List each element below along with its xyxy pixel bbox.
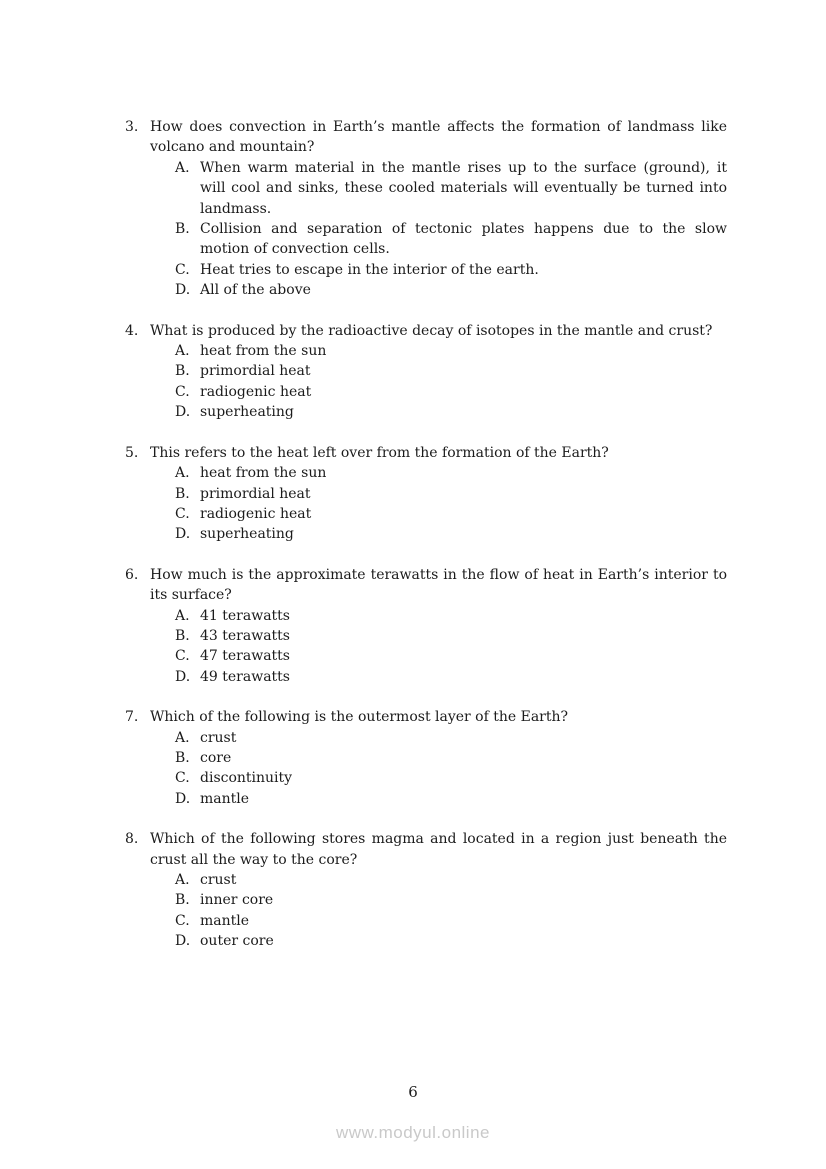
question-text: What is produced by the radioactive decay of isotopes in the mantle and crust? <box>150 322 713 339</box>
question-number: 8. <box>125 831 139 848</box>
question-row <box>125 565 727 606</box>
options-list <box>175 870 727 952</box>
option-row <box>175 789 727 809</box>
question-row <box>125 707 727 727</box>
option-row <box>175 484 727 504</box>
question-text: This refers to the heat left over from the formation of the Earth? <box>150 444 609 461</box>
option-letter: B. <box>175 627 190 644</box>
options-list <box>175 341 727 423</box>
option-text: Heat tries to escape in the interior of the earth. <box>200 261 539 278</box>
question-row <box>125 321 727 341</box>
option-row <box>175 463 727 483</box>
option-row <box>175 646 727 666</box>
option-letter: A. <box>175 159 190 176</box>
option-letter: B. <box>175 892 190 909</box>
option-text: crust <box>200 729 237 746</box>
option-row <box>175 748 727 768</box>
question-text: Which of the following stores magma and located in a region just beneath the crust all the way to the core? <box>150 831 727 868</box>
option-text: When warm material in the mantle rises up to the surface (ground), it will cool and sinks, these cooled materials will eventually be turned into landmass. <box>200 159 727 217</box>
option-row <box>175 768 727 788</box>
option-text: heat from the sun <box>200 343 327 360</box>
question-block-4 <box>125 321 727 423</box>
option-letter: D. <box>175 933 191 950</box>
option-text: mantle <box>200 912 250 929</box>
option-letter: B. <box>175 363 190 380</box>
option-letter: C. <box>175 912 190 929</box>
question-block-3 <box>125 117 727 301</box>
options-list <box>175 158 727 301</box>
option-row <box>175 606 727 626</box>
option-text: crust <box>200 872 237 888</box>
option-text: All of the above <box>200 282 311 299</box>
question-block-5 <box>125 443 727 545</box>
question-text: Which of the following is the outermost layer of the Earth? <box>150 709 569 726</box>
option-row <box>175 626 727 646</box>
option-letter: D. <box>175 526 191 543</box>
option-row <box>175 382 727 402</box>
option-text: outer core <box>200 933 274 950</box>
option-letter: A. <box>175 729 190 746</box>
option-row <box>175 890 727 910</box>
option-text: mantle <box>200 790 250 807</box>
option-letter: D. <box>175 668 191 685</box>
option-row <box>175 667 727 687</box>
options-list <box>175 463 727 545</box>
options-list <box>175 606 727 688</box>
question-list <box>125 117 727 972</box>
option-text: superheating <box>200 526 294 543</box>
options-list <box>175 728 727 810</box>
option-row <box>175 219 727 260</box>
watermark: www.modyul.online <box>335 1123 490 1142</box>
option-letter: C. <box>175 261 190 278</box>
option-text: 47 terawatts <box>200 648 290 665</box>
option-text: Collision and separation of tectonic plates happens due to the slow motion of convection cells. <box>200 221 727 258</box>
question-number: 5. <box>125 444 139 461</box>
option-letter: D. <box>175 404 191 421</box>
option-letter: D. <box>175 282 191 299</box>
option-row <box>175 341 727 361</box>
option-row <box>175 870 727 890</box>
option-text: heat from the sun <box>200 465 327 482</box>
option-text: primordial heat <box>200 485 311 502</box>
option-text: superheating <box>200 404 294 421</box>
option-row <box>175 911 727 931</box>
option-letter: A. <box>175 343 190 360</box>
option-row <box>175 524 727 544</box>
option-letter: B. <box>175 485 190 502</box>
option-letter: C. <box>175 770 190 787</box>
option-text: discontinuity <box>200 770 293 787</box>
option-letter: A. <box>175 465 190 482</box>
question-number: 4. <box>125 322 139 339</box>
option-letter: B. <box>175 221 190 238</box>
question-text: How much is the approximate terawatts in the flow of heat in Earth’s interior to its surface? <box>150 566 727 604</box>
option-row <box>175 931 727 951</box>
question-number: 7. <box>125 709 139 726</box>
option-row <box>175 402 727 422</box>
option-text: 41 terawatts <box>200 607 290 624</box>
option-row <box>175 260 727 280</box>
option-text: radiogenic heat <box>200 505 312 522</box>
option-text: core <box>200 749 232 766</box>
option-text: 43 terawatts <box>200 627 290 644</box>
option-letter: B. <box>175 749 190 766</box>
page-number: 6 <box>408 1083 418 1101</box>
option-letter: A. <box>175 607 190 624</box>
question-row <box>125 117 727 158</box>
option-row <box>175 158 727 219</box>
option-letter: A. <box>175 872 190 888</box>
option-row <box>175 504 727 524</box>
option-row <box>175 361 727 381</box>
option-letter: C. <box>175 383 190 400</box>
option-letter: C. <box>175 648 190 665</box>
option-text: radiogenic heat <box>200 383 312 400</box>
option-letter: D. <box>175 790 191 807</box>
question-block-7 <box>125 707 727 809</box>
question-row <box>125 829 727 870</box>
option-row <box>175 280 727 300</box>
question-block-6 <box>125 565 727 687</box>
question-block-8 <box>125 829 727 951</box>
option-letter: C. <box>175 505 190 522</box>
question-number: 6. <box>125 566 139 583</box>
option-row <box>175 728 727 748</box>
option-text: 49 terawatts <box>200 668 290 685</box>
question-number: 3. <box>125 119 139 135</box>
option-text: primordial heat <box>200 363 311 380</box>
question-text: How does convection in Earth’s mantle affects the formation of landmass like volcano and mountain? <box>150 119 727 156</box>
option-text: inner core <box>200 892 274 909</box>
question-row <box>125 443 727 463</box>
